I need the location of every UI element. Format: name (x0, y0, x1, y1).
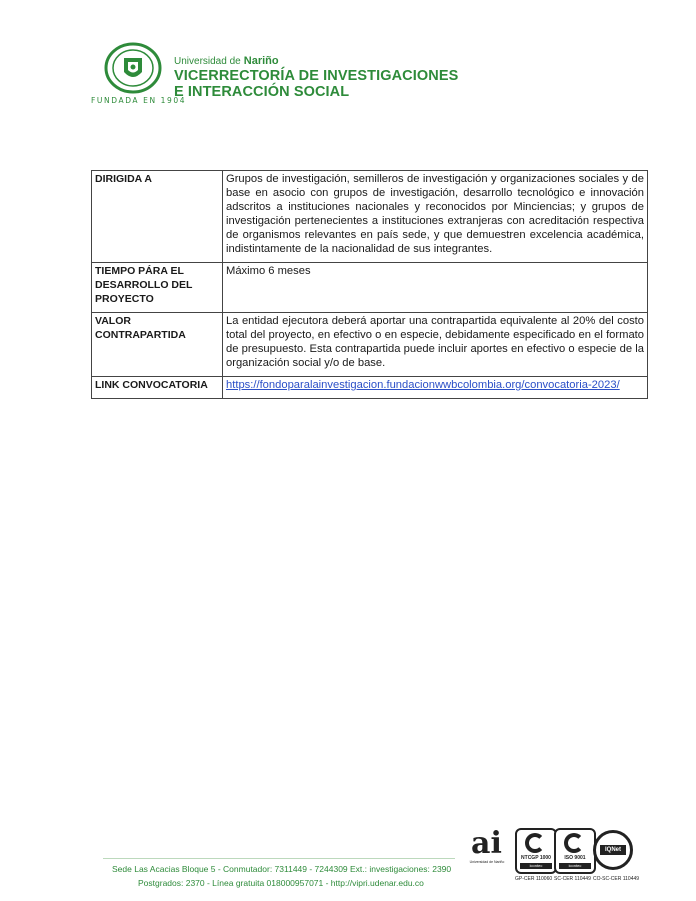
row-label: DIRIGIDA A (92, 171, 223, 263)
iqnet-caption: CO-SC-CER 110449 (593, 876, 640, 882)
table-row (92, 263, 648, 313)
ntcgp-certificate-icon (515, 828, 557, 874)
info-table (91, 170, 648, 399)
department-title-line1: VICERRECTORÍA DE INVESTIGACIONES (174, 68, 459, 84)
table-row (92, 171, 648, 263)
university-prefix: Universidad de (174, 56, 241, 67)
row-value: Máximo 6 meses (223, 263, 648, 313)
ai-logo-caption: Universidad de Nariño (469, 860, 505, 864)
row-label: TIEMPO PÁRA EL DESARROLLO DEL PROYECTO (92, 263, 223, 313)
ai-logo: ai (471, 826, 502, 861)
iso-label: ISO 9001 (564, 855, 586, 861)
row-value (223, 377, 648, 399)
convocatoria-link[interactable]: https://fondoparalainvestigacion.fundacionwwbcolombia.org/convocatoria-2023/ (226, 379, 620, 391)
row-label: LINK CONVOCATORIA (92, 377, 223, 399)
iqnet-certificate-icon (593, 830, 633, 870)
table-row (92, 377, 648, 399)
iso9001-certificate-icon (554, 828, 596, 874)
row-value: Grupos de investigación, semilleros de investigación y organizaciones sociales y de base en asocio con grupos de investigación, desarrollo tecnológico e innovación adscritos a instituciones nacionales y reconocidos por Minciencias; y grupos de investigación pertenecientes a instituciones extranjeras con acreditación respectiva de organismos relevantes en país sede, y que demuestren excelencia académica, indistintamente de la nacionalidad de sus integrantes. (223, 171, 648, 263)
row-value: La entidad ejecutora deberá aportar una contrapartida equivalente al 20% del costo total del proyecto, en efectivo o en especie, debidamente especificado en el formato de presupuesto. Esta contrapartida puede incluir aportes en efectivo o especie de la organización social y/o de base. (223, 313, 648, 377)
iqnet-label: IQNet (600, 845, 626, 855)
department-title-line2: E INTERACCIÓN SOCIAL (174, 84, 350, 100)
university-seal-icon (104, 42, 162, 94)
footer-contact-line1: Sede Las Acacias Bloque 5 - Conmutador: 7311449 - 7244309 Ext.: investigaciones: 2390 (112, 864, 452, 874)
iso-caption: SC-CER 110449 (554, 876, 591, 882)
ntcgp-label: NTCGP 1000 (521, 855, 551, 861)
header-logo (91, 40, 516, 110)
founded-text: FUNDADA EN 1904 (91, 96, 187, 105)
row-label: VALOR CONTRAPARTIDA (92, 313, 223, 377)
footer-contact-line2: Postgrados: 2370 - Línea gratuita 018000957071 - http://vipri.udenar.edu.co (138, 878, 424, 888)
footer-divider (103, 858, 455, 859)
table-row (92, 313, 648, 377)
iso-badge: icontec (559, 863, 591, 869)
certification-logos (463, 826, 663, 886)
ntcgp-caption: GP-CER 110060 (515, 876, 553, 882)
university-name (174, 55, 279, 67)
university-name-strong: Nariño (243, 55, 279, 67)
ntcgp-badge: icontec (520, 863, 552, 869)
